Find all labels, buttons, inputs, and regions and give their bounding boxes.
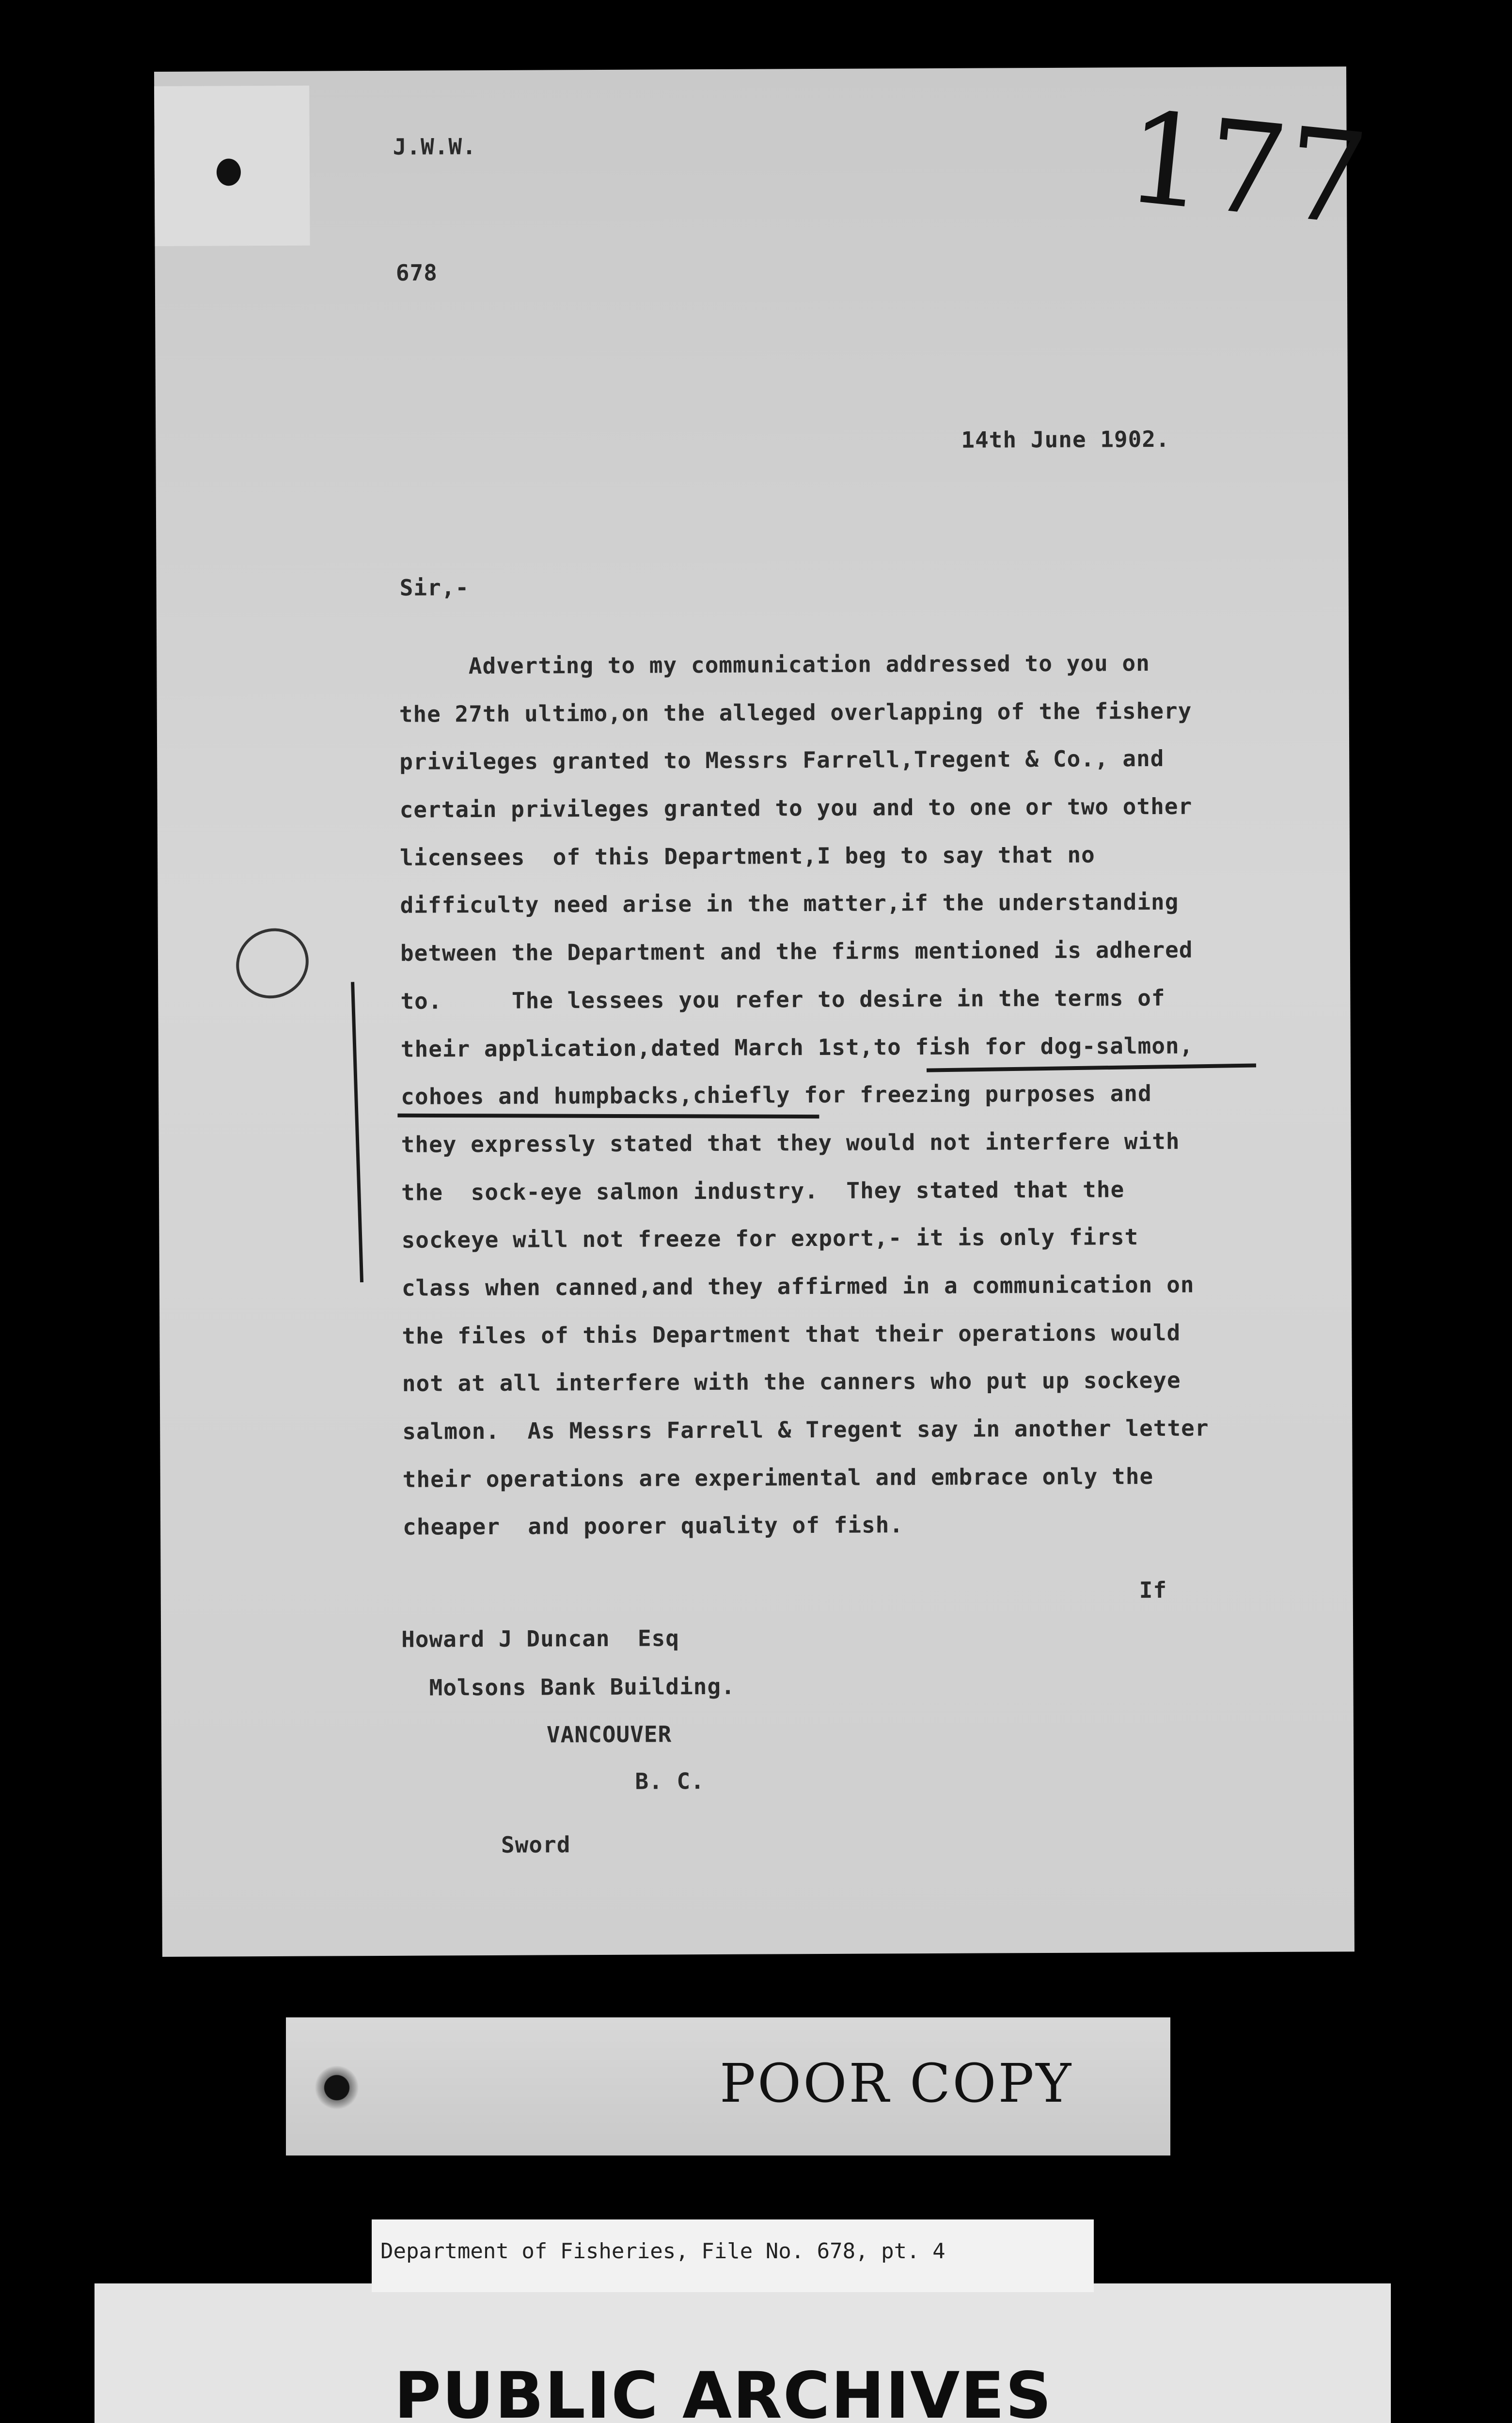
reference-initials: J.W.W.	[393, 133, 476, 160]
addressee-province: B. C.	[635, 1768, 705, 1794]
body-line: the 27th ultimo,on the alleged overlapping of the fishery	[399, 697, 1192, 727]
archives-line-english: PUBLIC ARCHIVES	[394, 2359, 1053, 2423]
addressee-building: Molsons Bank Building.	[429, 1673, 735, 1701]
file-reference-text: Department of Fisheries, File No. 678, pt. 4	[380, 2239, 945, 2264]
salutation: Sir,-	[399, 574, 470, 601]
body-line: certain privileges granted to you and to one or two other	[399, 793, 1193, 823]
body-line: privileges granted to Messrs Farrell,Tregent & Co., and	[399, 745, 1165, 775]
body-line: difficulty need arise in the matter,if the understanding	[400, 889, 1179, 919]
body-line: salmon. As Messrs Farrell & Tregent say in another letter	[402, 1415, 1209, 1445]
body-line: to. The lessees you refer to desire in the terms of	[400, 984, 1166, 1014]
body-line: cohoes and humpbacks,chiefly for freezing purposes and	[401, 1080, 1152, 1110]
grommet-hole	[315, 2066, 359, 2109]
letter-page	[154, 66, 1374, 1957]
handwritten-folio-number: 177	[1119, 84, 1374, 254]
punch-hole	[217, 158, 241, 186]
margin-marking-line	[351, 982, 363, 1282]
body-line: their operations are experimental and embrace only the	[402, 1463, 1154, 1493]
addressee-city: VANCOUVER	[546, 1721, 672, 1748]
body-line: not at all interfere with the canners who put up sockeye	[402, 1367, 1181, 1397]
circular-stamp-mark	[223, 915, 322, 1011]
typist-name: Sword	[501, 1831, 571, 1858]
poor-copy-label: POOR COPY	[720, 2052, 1073, 2114]
letter-date: 14th June 1902.	[961, 425, 1170, 453]
letter-body	[399, 639, 1275, 1551]
body-line: class when canned,and they affirmed in a communication on	[401, 1271, 1195, 1301]
body-line: sockeye will not freeze for export,- it is only first	[401, 1224, 1139, 1254]
file-reference-label	[372, 2219, 1094, 2292]
body-line: their application,dated March 1st,to fish for dog-salmon,	[400, 1032, 1194, 1062]
archives-stamp-card	[94, 2283, 1391, 2423]
poor-copy-card	[286, 2017, 1170, 2156]
body-line: the sock-eye salmon industry. They stated that the	[401, 1176, 1125, 1206]
body-line: Adverting to my communication addressed to you on	[399, 650, 1150, 679]
file-number: 678	[395, 259, 438, 286]
continuation-word: If	[1139, 1576, 1167, 1604]
body-line: they expressly stated that they would not interfere with	[401, 1128, 1180, 1158]
body-line: licensees of this Department,I beg to say that no	[399, 841, 1095, 871]
body-line: between the Department and the firms mentioned is adhered	[400, 936, 1193, 966]
addressee-name: Howard J Duncan Esq	[401, 1625, 680, 1652]
body-line: cheaper and poorer quality of fish.	[402, 1511, 904, 1541]
body-line: the files of this Department that their operations would	[402, 1319, 1181, 1349]
